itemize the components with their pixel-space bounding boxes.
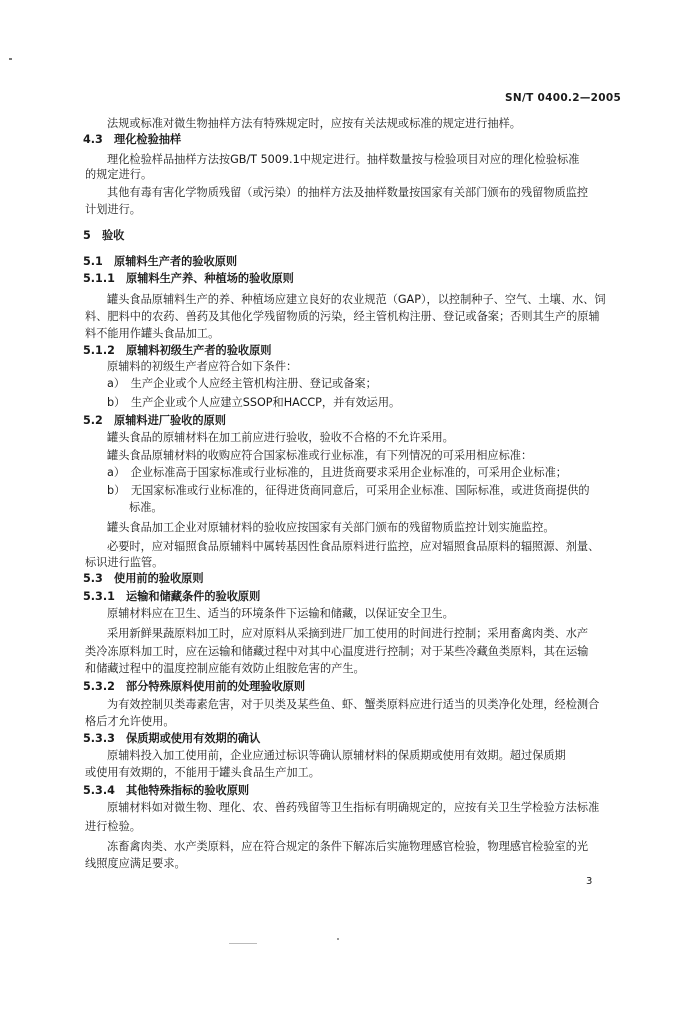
body-line: 标识进行监管。 (85, 556, 164, 569)
body-line: 采用新鲜果蔬原料加工时，应对原料从采摘到进厂加工使用的时间进行控制；采用畜禽肉类、水产 (107, 627, 589, 640)
body-line: 罐头食品原辅料生产的养、种植场应建立良好的农业规范（GAP），以控制种子、空气、土壤、水、饲 (107, 293, 606, 306)
body-line: 料不能用作罐头食品加工。 (85, 327, 220, 340)
body-line: 罐头食品加工企业对原辅材料的验收应按国家有关部门颁布的残留物质监控计划实施监控。 (107, 521, 555, 534)
body-line: 类冷冻原料加工时，应在运输和储藏过程中对其中心温度进行控制；对于某些冷藏鱼类原料，其在运输 (85, 645, 589, 658)
body-line: 的规定进行。 (85, 168, 153, 181)
body-line: 和储藏过程中的温度控制应能有效防止组胺危害的产生。 (85, 662, 365, 675)
body-line: 料、肥料中的农药、兽药及其他化学残留物质的污染，经主管机构注册、登记或备案；否则其生产的原辅 (85, 310, 600, 323)
section-heading: 5.1 原辅料生产者的验收原则 (83, 255, 238, 268)
section-heading: 5.2 原辅料进厂验收的原则 (83, 414, 226, 427)
body-line: 其他有毒有害化学物质残留（或污染）的抽样方法及抽样数量按国家有关部门颁布的残留物质监控 (107, 186, 589, 199)
scan-mark (229, 943, 257, 944)
body-line: 或使用有效期的，不能用于罐头食品生产加工。 (85, 766, 320, 779)
scan-mark (9, 58, 12, 60)
body-line: 原辅材料如对微生物、理化、农、兽药残留等卫生指标有明确规定的，应按有关卫生学检验方法标准 (107, 801, 600, 814)
section-heading: 5 验收 (83, 229, 125, 242)
section-heading: 5.3.4 其他特殊指标的验收原则 (83, 784, 250, 797)
body-line: 线照度应满足要求。 (85, 857, 186, 870)
list-item: b） 生产企业或个人应建立SSOP和HACCP，并有效运用。 (107, 396, 401, 409)
body-line: 原辅料的初级生产者应符合如下条件： (107, 360, 298, 373)
body-line: 法规或标准对微生物抽样方法有特殊规定时，应按有关法规或标准的规定进行抽样。 (107, 117, 521, 130)
list-item: a） 企业标准高于国家标准或行业标准的，且进货商要求采用企业标准的，可采用企业标准； (107, 466, 567, 479)
page-number: 3 (586, 876, 593, 887)
list-item: 标准。 (129, 501, 163, 514)
section-heading: 5.3 使用前的验收原则 (83, 572, 204, 585)
section-heading: 5.3.3 保质期或使用有效期的确认 (83, 732, 261, 745)
standard-number: SN/T 0400.2—2005 (505, 92, 622, 104)
body-line: 计划进行。 (85, 203, 141, 216)
body-line: 冻畜禽肉类、水产类原料，应在符合规定的条件下解冻后实施物理感官检验，物理感官检验室的光 (107, 840, 589, 853)
body-line: 原辅材料应在卫生、适当的环境条件下运输和储藏，以保证安全卫生。 (107, 607, 454, 620)
list-item: b） 无国家标准或行业标准的，征得进货商同意后，可采用企业标准、国际标准，或进货商提供的 (107, 484, 590, 497)
body-line: 罐头食品的原辅材料在加工前应进行验收，验收不合格的不允许采用。 (107, 431, 454, 444)
body-line: 原辅料投入加工使用前，企业应通过标识等确认原辅材料的保质期或使用有效期。超过保质期 (107, 749, 566, 762)
section-heading: 5.3.1 运输和储藏条件的验收原则 (83, 590, 261, 603)
body-line: 为有效控制贝类毒素危害，对于贝类及某些鱼、虾、蟹类原料应进行适当的贝类净化处理，经检测合 (107, 698, 600, 711)
section-heading: 5.1.2 原辅料初级生产者的验收原则 (83, 344, 272, 357)
body-line: 必要时，应对辐照食品原辅料中属转基因性食品原料进行监控，应对辐照食品原料的辐照源、剂量、 (107, 540, 600, 553)
section-heading: 4.3 理化检验抽样 (83, 133, 182, 146)
list-item: a） 生产企业或个人应经主管机构注册、登记或备案； (107, 377, 377, 390)
body-line: 进行检验。 (85, 820, 141, 833)
body-line: 罐头食品原辅材料的收购应符合国家标准或行业标准，有下列情况的可采用相应标准： (107, 449, 533, 462)
section-heading: 5.3.2 部分特殊原料使用前的处理验收原则 (83, 680, 306, 693)
scan-mark (337, 938, 339, 940)
body-line: 理化检验样品抽样方法按GB/T 5009.1中规定进行。抽样数量按与检验项目对应的理化检验标准 (107, 153, 580, 166)
section-heading: 5.1.1 原辅料生产养、种植场的验收原则 (83, 272, 294, 285)
body-line: 格后才允许使用。 (85, 715, 175, 728)
